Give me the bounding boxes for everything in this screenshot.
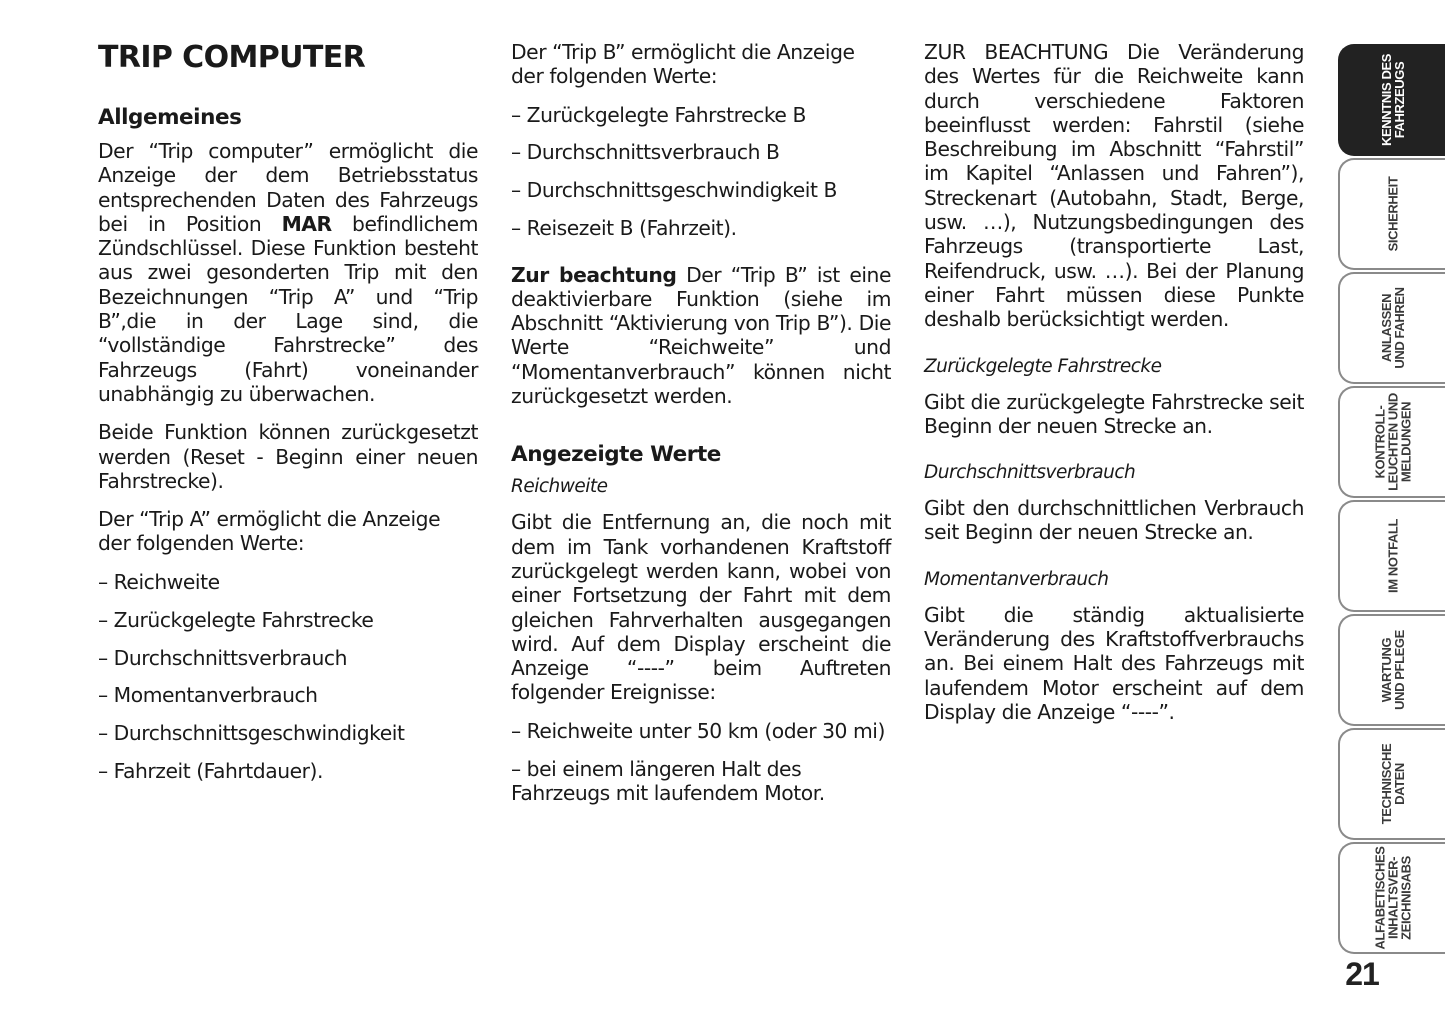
tab-kenntnis-des-fahrzeugs[interactable] [1338,44,1445,156]
note-text: Der “Trip B” ist eine deaktivierbare Funktion (siehe im Abschnitt “Aktivierung von Trip B”). Die Werte “Reichweite” und “Momentanverbrauch” können nicht zurückgesetzt werden. [511,262,891,409]
warning-note: ZUR BEACHTUNG Die Veränderung des Wertes für die Reichweite kann durch verschiedene Faktoren beeinflusst werden: Fahrstil (siehe Beschreibung im Abschnitt “Fahrstil” im Kapitel “Anlassen und Fahren”), Streckenart (Autobahn, Stadt, Berge, usw. …), Nutzungsbedingungen des Fahrzeugs (transportierte Last, Reifendruck, usw. …). Bei der Planung einer Fahrt müssen diese Punkte deshalb berücksichtigt werden. [924,40,1304,332]
trip-a-item: – Durchschnittsgeschwindigkeit [98,721,405,746]
reset-paragraph: Beide Funktion können zurückgesetzt werden (Reset - Beginn einer neuen Fahrstrecke). [98,420,478,493]
subheading-durchschnittsverbrauch: Durchschnittsverbrauch [924,462,1136,484]
tab-label: IM NOTFALL [1385,519,1400,593]
note-bold-label: Zur beachtung [511,262,677,287]
column-middle [511,40,891,819]
trip-a-item: – Fahrzeit (Fahrtdauer). [98,759,323,784]
fahrstrecke-text: Gibt die zurückgelegte Fahrstrecke seit Beginn der neuen Strecke an. [924,389,1304,438]
trip-a-item: – Durchschnittsverbrauch [98,645,348,670]
intro-text-a: Der “Trip computer” ermöglicht die Anzeige der dem Betriebsstatus entsprechenden Daten des Fahrzeugs bei in Position [98,139,478,236]
trip-a-item: – Zurückgelegte Fahrstrecke [98,607,374,632]
durchschnittsverbrauch-text: Gibt den durchschnittlichen Verbrauch seit Beginn der neuen Strecke an. [924,496,1304,545]
tab-label: ALFABETISCHES INHALTSVER- ZEICHNISABS [1372,846,1413,950]
tab-label: WARTUNG UND PFLEGE [1378,630,1407,710]
heading-allgemeines: Allgemeines [98,105,242,130]
tab-anlassen-und-fahren[interactable] [1338,272,1445,384]
trip-b-intro: Der “Trip B” ermöglicht die Anzeige der folgenden Werte: [511,40,855,89]
reichweite-text: Gibt die Entfernung an, die noch mit dem im Tank vorhandenen Kraftstoff zurückgelegt werden kann, wobei von einer Fortsetzung der Fahrt mit dem gleichen Fahrverhalten ausgegangen wird. Auf dem Display erscheint die Anzeige “----” beim Auftreten folgender Ereignisse: [511,510,891,705]
intro-text-b: befindlichem Zündschlüssel. Diese Funktion besteht aus zwei gesonderten Trip mit den Bezeichnungen “Trip A” und “Trip B”,die in der Lage sind, die “vollständige Fahrstrecke” des Fahrzeugs (Fahrt) voneinander unabhängig zu überwachen. [98,211,479,406]
tab-wartung-und-pflege[interactable] [1338,614,1445,726]
column-right [924,40,1304,738]
tab-label: TECHNISCHE DATEN [1378,743,1407,825]
tab-technische-daten[interactable] [1338,728,1445,840]
heading-angezeigte-werte: Angezeigte Werte [511,442,721,468]
tab-inhaltsverzeichnis[interactable] [1338,842,1445,954]
trip-a-item: – Momentanverbrauch [98,683,318,708]
page-number: 21 [1345,956,1379,992]
chapter-tabs [1338,44,1445,956]
tab-kontrollleuchten[interactable] [1338,386,1445,498]
trip-a-item: – Reichweite [98,569,220,594]
tab-label: KENNTNIS DES FAHRZEUGS [1378,54,1407,146]
trip-b-item: – Durchschnittsgeschwindigkeit B [511,178,837,203]
column-left [98,40,478,797]
subheading-reichweite: Reichweite [511,476,608,498]
page-title: TRIP COMPUTER [98,40,366,75]
tab-label: ANLASSEN UND FAHREN [1378,287,1407,369]
trip-a-intro: Der “Trip A” ermöglicht die Anzeige der folgenden Werte: [98,507,441,556]
tab-sicherheit[interactable] [1338,158,1445,270]
event-item: – bei einem längeren Halt des Fahrzeugs mit laufendem Motor. [511,756,825,805]
event-item: – Reichweite unter 50 km (oder 30 mi) [511,718,885,743]
tab-label: KONTROLL- LEUCHTEN UND MELDUNGEN [1372,393,1413,491]
trip-b-item: – Zurückgelegte Fahrstrecke B [511,102,806,127]
tab-label: SICHERHEIT [1385,176,1400,252]
subheading-momentanverbrauch: Momentanverbrauch [924,568,1109,590]
intro-bold-mar: MAR [281,211,332,236]
tab-im-notfall[interactable] [1338,500,1445,612]
subheading-fahrstrecke: Zurückgelegte Fahrstrecke [924,355,1162,377]
momentanverbrauch-text: Gibt die ständig aktualisierte Veränderung des Kraftstoffverbrauchs an. Bei einem Halt des Fahrzeugs mit laufendem Motor erscheint auf dem Display die Anzeige “----”. [924,602,1304,724]
intro-paragraph [98,139,478,406]
trip-b-note [511,263,891,409]
trip-b-item: – Reisezeit B (Fahrzeit). [511,216,737,241]
trip-b-item: – Durchschnittsverbrauch B [511,140,780,165]
